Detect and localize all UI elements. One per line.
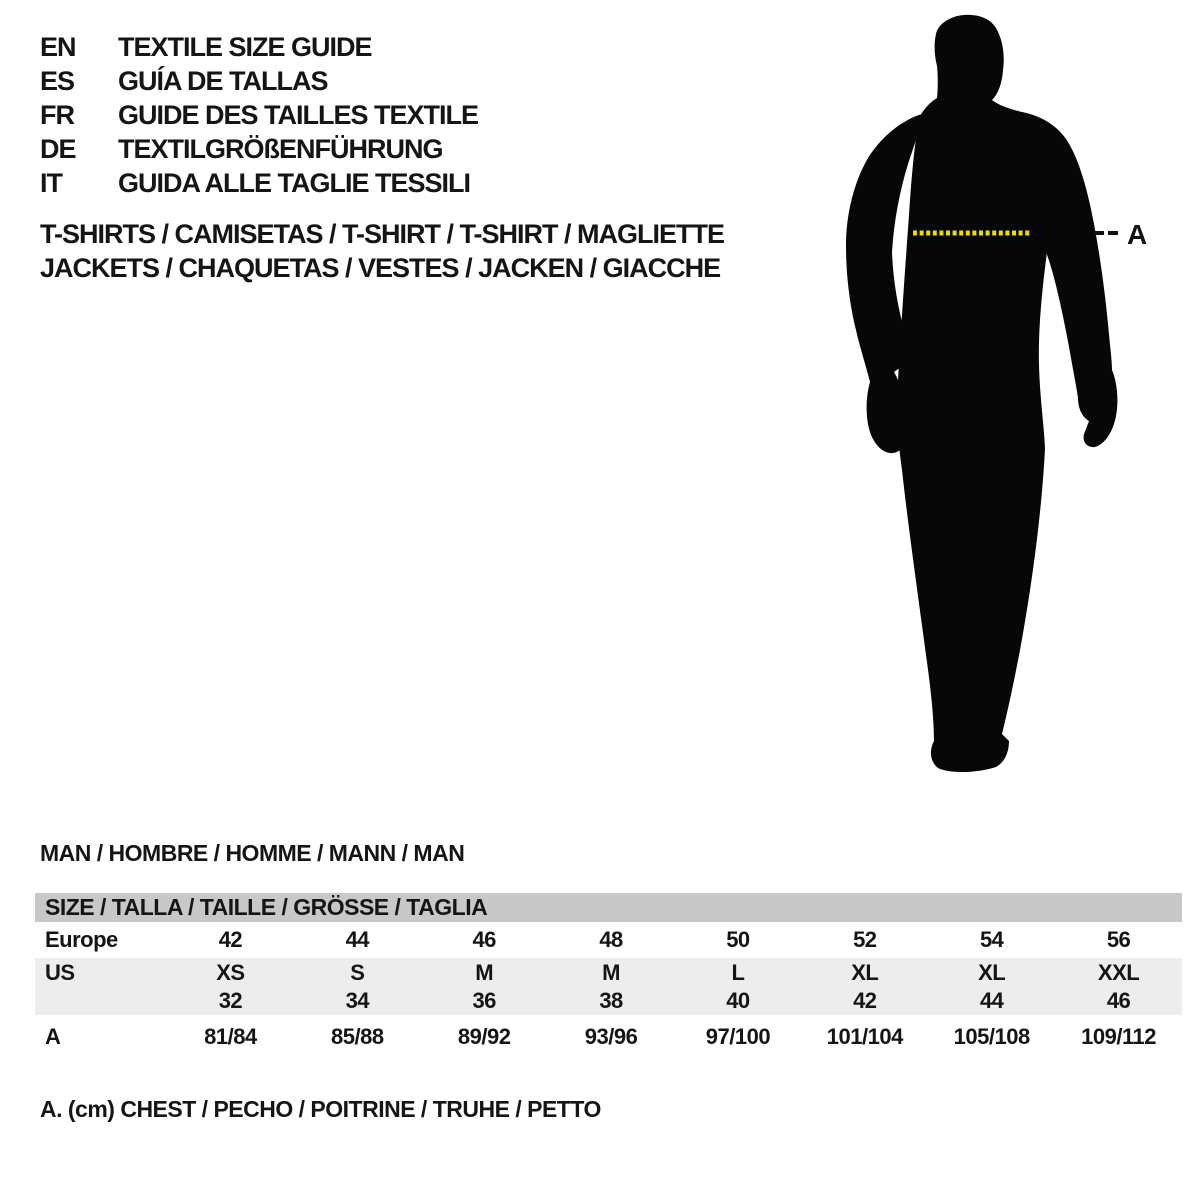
table-row-chest [35, 1015, 1182, 1059]
size-cell: 50 [726, 927, 750, 952]
size-cell: 46 [472, 927, 496, 952]
category-line-tshirts: T-SHIRTS / CAMISETAS / T-SHIRT / T-SHIRT / MAGLIETTE [40, 219, 725, 249]
size-cell: 56 [1106, 927, 1131, 952]
size-cell: 38 [599, 988, 623, 1013]
size-cell: M [475, 959, 494, 985]
size-cell: 81/84 [204, 1024, 257, 1049]
size-cell: XS [216, 959, 245, 985]
language-code: EN [40, 31, 76, 62]
footnote: A. (cm) CHEST / PECHO / POITRINE / TRUHE / PETTO [40, 1096, 601, 1122]
size-cell: 52 [853, 927, 877, 952]
size-cell: 42 [218, 927, 243, 952]
size-cell: 44 [979, 988, 1004, 1013]
size-cell: M [602, 959, 620, 985]
language-title: TEXTILGRÖßENFÜHRUNG [118, 133, 443, 164]
row-label: Europe [45, 927, 118, 952]
size-cell: 85/88 [331, 1024, 384, 1049]
category-lines [40, 217, 724, 285]
language-code: DE [40, 133, 76, 164]
size-cell: 42 [853, 988, 877, 1013]
size-cell: S [350, 959, 365, 985]
row-label: US [45, 959, 75, 985]
size-cell: XL [851, 959, 879, 985]
language-row [40, 166, 478, 200]
language-row [40, 132, 478, 166]
section-title-man: MAN / HOMBRE / HOMME / MANN / MAN [40, 840, 465, 866]
language-row [40, 64, 478, 98]
size-cell: 105/108 [953, 1024, 1030, 1049]
language-row [40, 98, 478, 132]
language-list [40, 30, 478, 200]
size-cell: 54 [979, 927, 1004, 952]
man-silhouette-figure [810, 0, 1200, 800]
size-cell: 97/100 [705, 1024, 771, 1049]
row-label [35, 987, 167, 1015]
size-cell: 109/112 [1081, 1024, 1156, 1049]
size-table [35, 893, 1182, 1059]
language-code: FR [40, 99, 74, 130]
size-cell: 34 [345, 988, 370, 1013]
table-row-europe [35, 922, 1182, 958]
size-cell: 89/92 [457, 1024, 511, 1049]
size-table-header: SIZE / TALLA / TAILLE / GRÖSSE / TAGLIA [35, 893, 1182, 922]
language-code: ES [40, 65, 75, 96]
language-title: GUIDE DES TAILLES TEXTILE [118, 99, 479, 130]
size-cell: 32 [218, 988, 243, 1013]
row-label: A [45, 1024, 61, 1049]
size-cell: XL [978, 959, 1006, 985]
size-cell: 93/96 [584, 1024, 638, 1049]
size-table-grid [35, 922, 1182, 1059]
language-title: GUIDA ALLE TAGLIE TESSILI [118, 167, 470, 198]
size-cell: 101/104 [826, 1024, 903, 1049]
language-title: TEXTILE SIZE GUIDE [118, 31, 372, 62]
size-cell: 36 [472, 988, 496, 1013]
category-line-jackets: JACKETS / CHAQUETAS / VESTES / JACKEN / GIACCHE [40, 253, 721, 283]
language-title: GUÍA DE TALLAS [118, 65, 328, 96]
table-row-us [35, 958, 1182, 987]
man-silhouette [810, 0, 1200, 800]
language-row [40, 30, 478, 64]
size-cell: L [731, 959, 745, 985]
size-cell: 48 [599, 927, 623, 952]
size-cell: 40 [726, 988, 750, 1013]
language-code: IT [40, 167, 62, 198]
size-cell: 46 [1106, 988, 1131, 1013]
size-cell: 44 [345, 927, 370, 952]
table-row-numeric [35, 987, 1182, 1015]
size-cell: XXL [1097, 959, 1140, 985]
measure-label-a: A [1127, 219, 1148, 250]
